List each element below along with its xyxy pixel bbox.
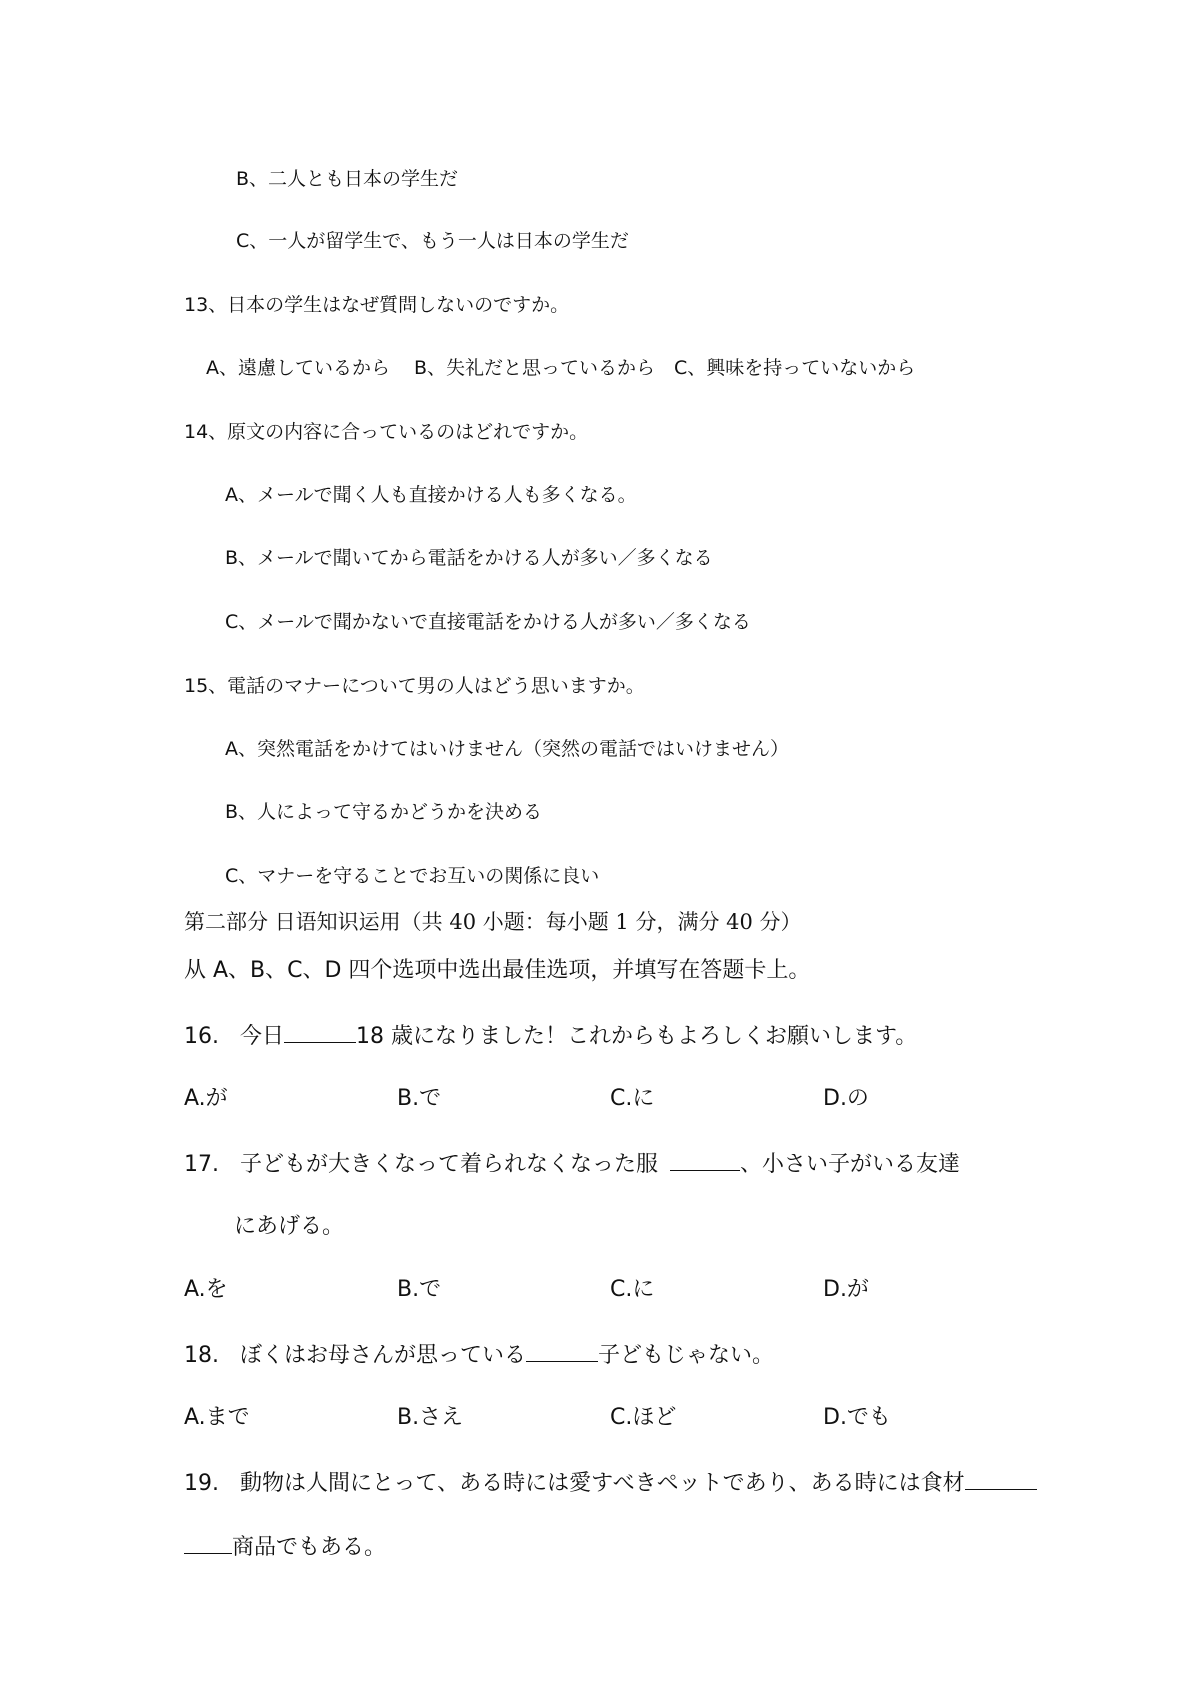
q17-text-after: 、小さい子がいる友達 — [740, 1152, 961, 1177]
q18-option-a: A.まで — [184, 1405, 250, 1430]
q16-option-a: A.が — [184, 1086, 228, 1111]
q18-stem — [184, 1343, 774, 1367]
q17-text-before: 子どもが大きくなって着られなくなった服 — [240, 1152, 659, 1177]
q17-stem-line2: にあげる。 — [234, 1214, 345, 1239]
q16-text-after: 18 歳になりました！これからもよろしくお願いします。 — [356, 1024, 918, 1049]
q19-stem-line2 — [184, 1535, 386, 1559]
q18-text-before: ぼくはお母さんが思っている — [240, 1343, 527, 1368]
q18-option-c: C.ほど — [610, 1405, 677, 1430]
q14-option-b: B、メールで聞いてから電話をかける人が多い／多くなる — [225, 547, 713, 569]
q15-question: 15、電話のマナーについて男の人はどう思いますか。 — [184, 675, 645, 697]
q15-option-c: C、マナーを守ることでお互いの関係に良い — [225, 865, 600, 887]
q16-option-d: D.の — [823, 1086, 869, 1111]
q19-number: 19. — [184, 1471, 219, 1496]
q13-question: 13、日本の学生はなぜ質問しないのですか。 — [184, 294, 570, 316]
q19-text-after: 商品でもある。 — [232, 1535, 387, 1560]
q17-option-c: C.に — [610, 1277, 655, 1302]
q16-option-b: B.で — [397, 1086, 442, 1111]
q16-stem — [184, 1024, 917, 1048]
q17-blank — [670, 1152, 740, 1171]
q16-text-before: 今日 — [240, 1024, 285, 1049]
q13-option-b: B、失礼だと思っているから — [414, 357, 656, 379]
q18-text-after: 子どもじゃない。 — [598, 1343, 775, 1368]
q17-option-d: D.が — [823, 1277, 869, 1302]
q13-option-c: C、興味を持っていないから — [674, 357, 916, 379]
q14-option-a: A、メールで聞く人も直接かける人も多くなる。 — [225, 484, 637, 506]
section2-heading: 第二部分 日语知识运用（共 40 小题：每小题 1 分，满分 40 分） — [184, 910, 802, 934]
q19-text-before: 動物は人間にとって、ある時には愛すべきペットであり、ある時には食材 — [240, 1471, 965, 1496]
q18-option-b: B.さえ — [397, 1405, 464, 1430]
q15-option-b: B、人によって守るかどうかを決める — [225, 801, 543, 823]
q15-option-a: A、突然電話をかけてはいけません（突然の電話ではいけません） — [225, 738, 789, 760]
q17-stem — [184, 1152, 960, 1176]
q12-option-c: C、一人が留学生で、もう一人は日本の学生だ — [236, 230, 629, 252]
q19-blank-part2 — [184, 1535, 232, 1554]
q17-option-a: A.を — [184, 1277, 228, 1302]
q14-question: 14、原文の内容に合っているのはどれですか。 — [184, 421, 589, 443]
q19-blank-part1 — [965, 1471, 1037, 1490]
q18-option-d: D.でも — [823, 1405, 891, 1430]
q17-option-b: B.で — [397, 1277, 442, 1302]
q14-option-c: C、メールで聞かないで直接電話をかける人が多い／多くなる — [225, 611, 751, 633]
q17-number: 17. — [184, 1152, 219, 1177]
q18-blank — [526, 1343, 598, 1362]
section2-instruction: 从 A、B、C、D 四个选项中选出最佳选项，并填写在答题卡上。 — [184, 958, 811, 983]
q16-blank — [284, 1024, 356, 1043]
q16-option-c: C.に — [610, 1086, 655, 1111]
q19-stem — [184, 1471, 1037, 1495]
q12-option-b: B、二人とも日本の学生だ — [236, 168, 459, 190]
q13-option-a: A、遠慮しているから — [206, 357, 390, 379]
q18-number: 18. — [184, 1343, 219, 1368]
q16-number: 16. — [184, 1024, 219, 1049]
